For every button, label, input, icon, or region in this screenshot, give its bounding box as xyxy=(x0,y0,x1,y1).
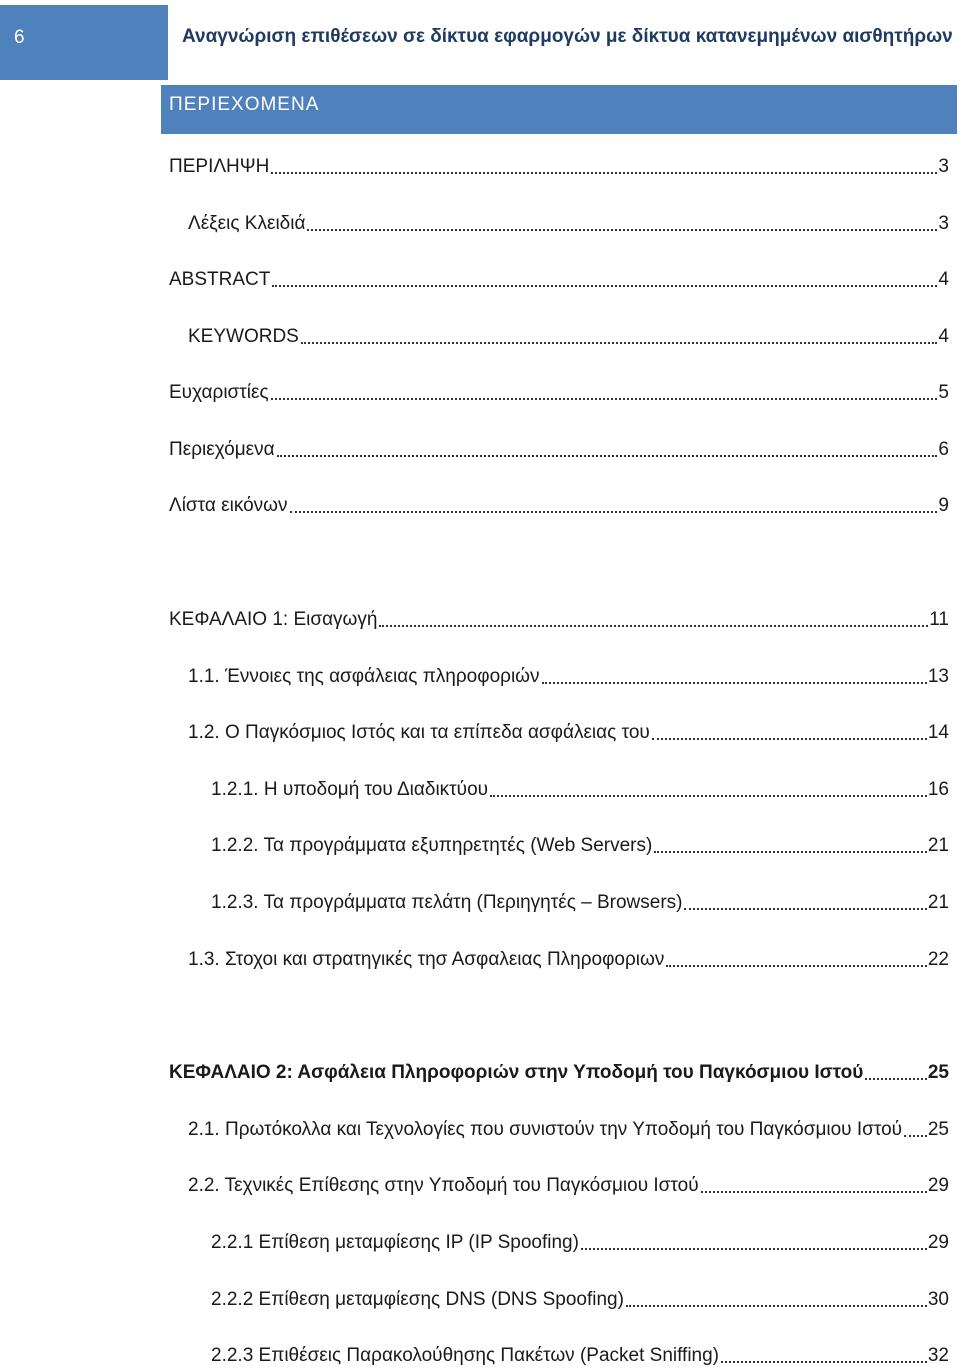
toc-entry-abstract[interactable] xyxy=(169,266,949,292)
toc-entry-page: 25 xyxy=(927,1062,949,1083)
dot-leader xyxy=(542,682,927,684)
dot-leader xyxy=(490,795,927,797)
toc-entry-label: 1.2.3. Τα προγράμματα πελάτη (Περιηγητές – Browsers) xyxy=(211,892,683,913)
toc-entry-label: 2.2. Τεχνικές Επίθεσης στην Υποδομή του Παγκόσμιου Ιστού xyxy=(188,1175,699,1196)
toc-entry-page: 3 xyxy=(938,156,949,177)
dot-leader xyxy=(301,342,938,344)
toc-entry-2-1[interactable] xyxy=(188,1116,949,1142)
dot-leader xyxy=(701,1191,927,1193)
toc-entry-1-1[interactable] xyxy=(188,663,949,689)
toc-entry-page: 11 xyxy=(929,609,949,630)
toc-entry-2-2-3[interactable] xyxy=(211,1342,949,1368)
toc-entry-page: 14 xyxy=(927,722,949,743)
toc-entry-label: 1.2.1. Η υποδομή του Διαδικτύου xyxy=(211,779,489,800)
toc-entry-keywords-gr[interactable] xyxy=(188,210,949,236)
toc-entry-label: 2.2.3 Επιθέσεις Παρακολούθησης Πακέτων (Packet Sniffing) xyxy=(211,1345,720,1366)
toc-entry-label: 2.2.1 Επίθεση μεταμφίεσης IP (IP Spoofing) xyxy=(211,1232,579,1253)
dot-leader xyxy=(652,738,927,740)
toc-entry-page: 4 xyxy=(938,269,949,290)
toc-entry-list-of-figures[interactable] xyxy=(169,492,949,518)
toc-entry-page: 25 xyxy=(927,1119,949,1140)
toc-entry-keywords[interactable] xyxy=(188,323,949,349)
dot-leader xyxy=(271,398,938,400)
dot-leader xyxy=(277,455,938,457)
toc-entry-acknowledgements[interactable] xyxy=(169,379,949,405)
toc-entry-contents[interactable] xyxy=(169,436,949,462)
toc-entry-label: KEYWORDS xyxy=(188,326,299,347)
toc-entry-label: 1.2. Ο Παγκόσμιος Ιστός και τα επίπεδα ασφάλειας του xyxy=(188,722,650,743)
toc-entry-page: 16 xyxy=(927,779,949,800)
dot-leader xyxy=(581,1248,927,1250)
toc-entry-label: ΚΕΦΑΛΑΙΟ 1: Εισαγωγή xyxy=(169,609,378,630)
toc-entry-2-2[interactable] xyxy=(188,1172,949,1198)
toc-entry-label: ABSTRACT xyxy=(169,269,271,290)
toc-entry-page: 4 xyxy=(938,326,949,347)
toc-entry-2-2-1[interactable] xyxy=(211,1229,949,1255)
toc-entry-page: 29 xyxy=(927,1175,949,1196)
toc-title: ΠΕΡΙΕΧΟΜΕΝΑ xyxy=(161,85,957,134)
running-title: Αναγνώριση επιθέσεων σε δίκτυα εφαρμογών με δίκτυα κατανεμημένων αισθητήρων xyxy=(182,26,953,47)
toc-entry-label: Λέξεις Κλειδιά xyxy=(188,213,306,234)
dot-leader xyxy=(684,908,926,910)
dot-leader xyxy=(271,172,937,174)
toc-entry-label: Περιεχόμενα xyxy=(169,439,275,460)
toc-entry-chapter-2[interactable] xyxy=(169,1059,949,1085)
dot-leader xyxy=(865,1078,927,1080)
toc-entry-label: 1.1. Έννοιες της ασφάλειας πληροφοριών xyxy=(188,666,540,687)
dot-leader xyxy=(654,851,927,853)
toc-entry-page: 6 xyxy=(938,439,949,460)
toc-entry-summary[interactable] xyxy=(169,153,949,179)
toc-entry-1-2-2[interactable] xyxy=(211,832,949,858)
toc-entry-label: ΚΕΦΑΛΑΙΟ 2: Ασφάλεια Πληροφοριών στην Υποδομή του Παγκόσμιου Ιστού xyxy=(169,1062,864,1083)
toc-entry-label: Λίστα εικόνων xyxy=(169,495,288,516)
toc-entry-page: 21 xyxy=(927,835,949,856)
toc-entry-page: 5 xyxy=(938,382,949,403)
dot-leader xyxy=(290,511,938,513)
toc-entry-1-2-3[interactable] xyxy=(211,889,949,915)
toc-entry-label: 1.3. Στοχοι και στρατηγικές τησ Ασφαλειας Πληροφοριων xyxy=(188,949,665,970)
toc-entry-chapter-1[interactable] xyxy=(169,606,949,632)
dot-leader xyxy=(904,1135,927,1137)
toc-entry-page: 9 xyxy=(938,495,949,516)
toc-entry-label: Ευχαριστίες xyxy=(169,382,269,403)
toc-entry-1-2-1[interactable] xyxy=(211,776,949,802)
dot-leader xyxy=(721,1361,927,1363)
toc-entry-page: 3 xyxy=(938,213,949,234)
toc-entry-1-3[interactable] xyxy=(188,946,949,972)
toc-entry-page: 13 xyxy=(927,666,949,687)
dot-leader xyxy=(666,965,926,967)
toc-entry-label: ΠΕΡΙΛΗΨΗ xyxy=(169,156,270,177)
dot-leader xyxy=(307,229,937,231)
page-number: 6 xyxy=(0,5,168,80)
toc-entry-page: 22 xyxy=(927,949,949,970)
toc-entry-label: 1.2.2. Τα προγράμματα εξυπηρετητές (Web Servers) xyxy=(211,835,653,856)
dot-leader xyxy=(379,625,928,627)
toc-entry-page: 30 xyxy=(927,1289,949,1310)
toc-entry-page: 21 xyxy=(927,892,949,913)
toc-entry-page: 29 xyxy=(927,1232,949,1253)
toc-entry-1-2[interactable] xyxy=(188,719,949,745)
toc-entry-label: 2.1. Πρωτόκολλα και Τεχνολογίες που συνιστούν την Υποδομή του Παγκόσμιου Ιστού xyxy=(188,1119,903,1140)
toc-entry-page: 32 xyxy=(927,1345,949,1366)
toc-entry-label: 2.2.2 Επίθεση μεταμφίεσης DNS (DNS Spoofing) xyxy=(211,1289,624,1310)
dot-leader xyxy=(626,1305,927,1307)
toc-entry-2-2-2[interactable] xyxy=(211,1286,949,1312)
dot-leader xyxy=(272,285,937,287)
